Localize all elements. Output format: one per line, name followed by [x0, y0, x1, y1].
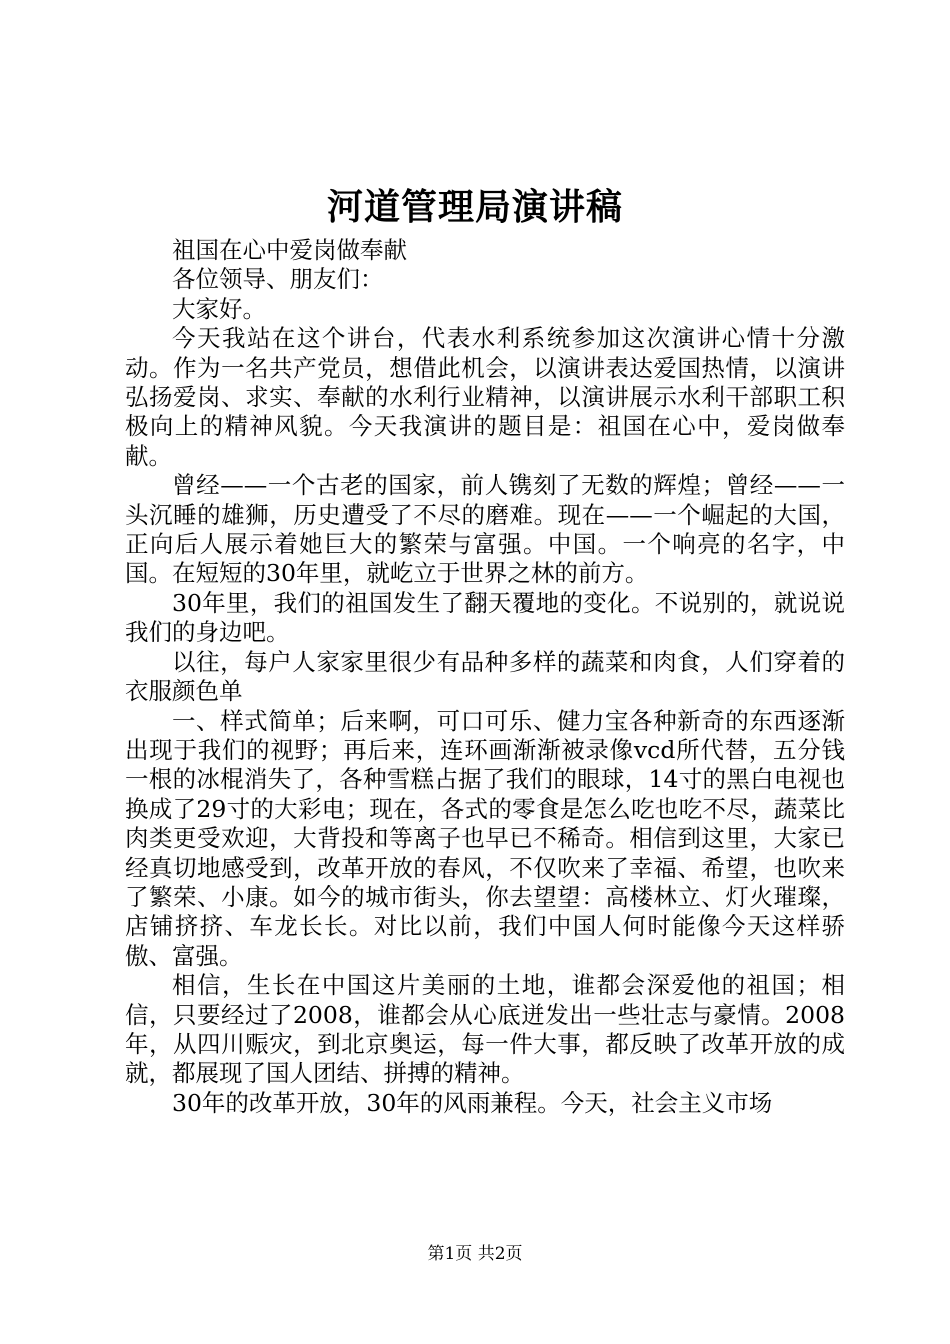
- page-footer: 第1页 共2页: [427, 1244, 523, 1264]
- paragraph: 相信，生长在中国这片美丽的土地，谁都会深爱他的祖国；相信，只要经过了2008，谁都会从心底迸发出一些壮志与豪情。2008年，从四川赈灾，到北京奥运，每一件大事，都反映了改革开放的成就，都展现了国人团结、拼搏的精神。: [125, 971, 845, 1088]
- paragraph: 各位领导、朋友们：: [172, 265, 384, 294]
- paragraph: 大家好。: [172, 294, 266, 323]
- document-body: [125, 236, 845, 1118]
- paragraph: 30年里，我们的祖国发生了翻天覆地的变化。不说别的，就说说我们的身边吧。: [125, 588, 845, 647]
- paragraph: 一、样式简单；后来啊，可口可乐、健力宝各种新奇的东西逐渐出现于我们的视野；再后来，连环画渐渐被录像vcd所代替，五分钱一根的冰棍消失了，各种雪糕占据了我们的眼球，14寸的黑白电视也换成了29寸的大彩电；现在，各式的零食是怎么吃也吃不尽，蔬菜比肉类更受欢迎，大背投和等离子也早已不稀奇。相信到这里，大家已经真切地感受到，改革开放的春风，不仅吹来了幸福、希望，也吹来了繁荣、小康。如今的城市街头，你去望望：高楼林立、灯火璀璨，店铺挤挤、车龙长长。对比以前，我们中国人何时能像今天这样骄傲、富强。: [125, 706, 845, 970]
- paragraph: 30年的改革开放，30年的风雨兼程。今天，社会主义市场: [172, 1088, 773, 1117]
- paragraph: 以往，每户人家家里很少有品种多样的蔬菜和肉食，人们穿着的衣服颜色单: [125, 647, 845, 706]
- paragraph: 曾经——一个古老的国家，前人镌刻了无数的辉煌；曾经——一头沉睡的雄狮，历史遭受了不尽的磨难。现在——一个崛起的大国，正向后人展示着她巨大的繁荣与富强。中国。一个响亮的名字，中国。在短短的30年里，就屹立于世界之林的前方。: [125, 471, 845, 588]
- document-title: 河道管理局演讲稿: [326, 186, 623, 228]
- paragraph: 今天我站在这个讲台，代表水利系统参加这次演讲心情十分激动。作为一名共产党员，想借此机会，以演讲表达爱国热情，以演讲弘扬爱岗、求实、奉献的水利行业精神，以演讲展示水利干部职工积极向上的精神风貌。今天我演讲的题目是：祖国在心中，爱岗做奉献。: [125, 324, 845, 470]
- paragraph: 祖国在心中爱岗做奉献: [172, 236, 407, 264]
